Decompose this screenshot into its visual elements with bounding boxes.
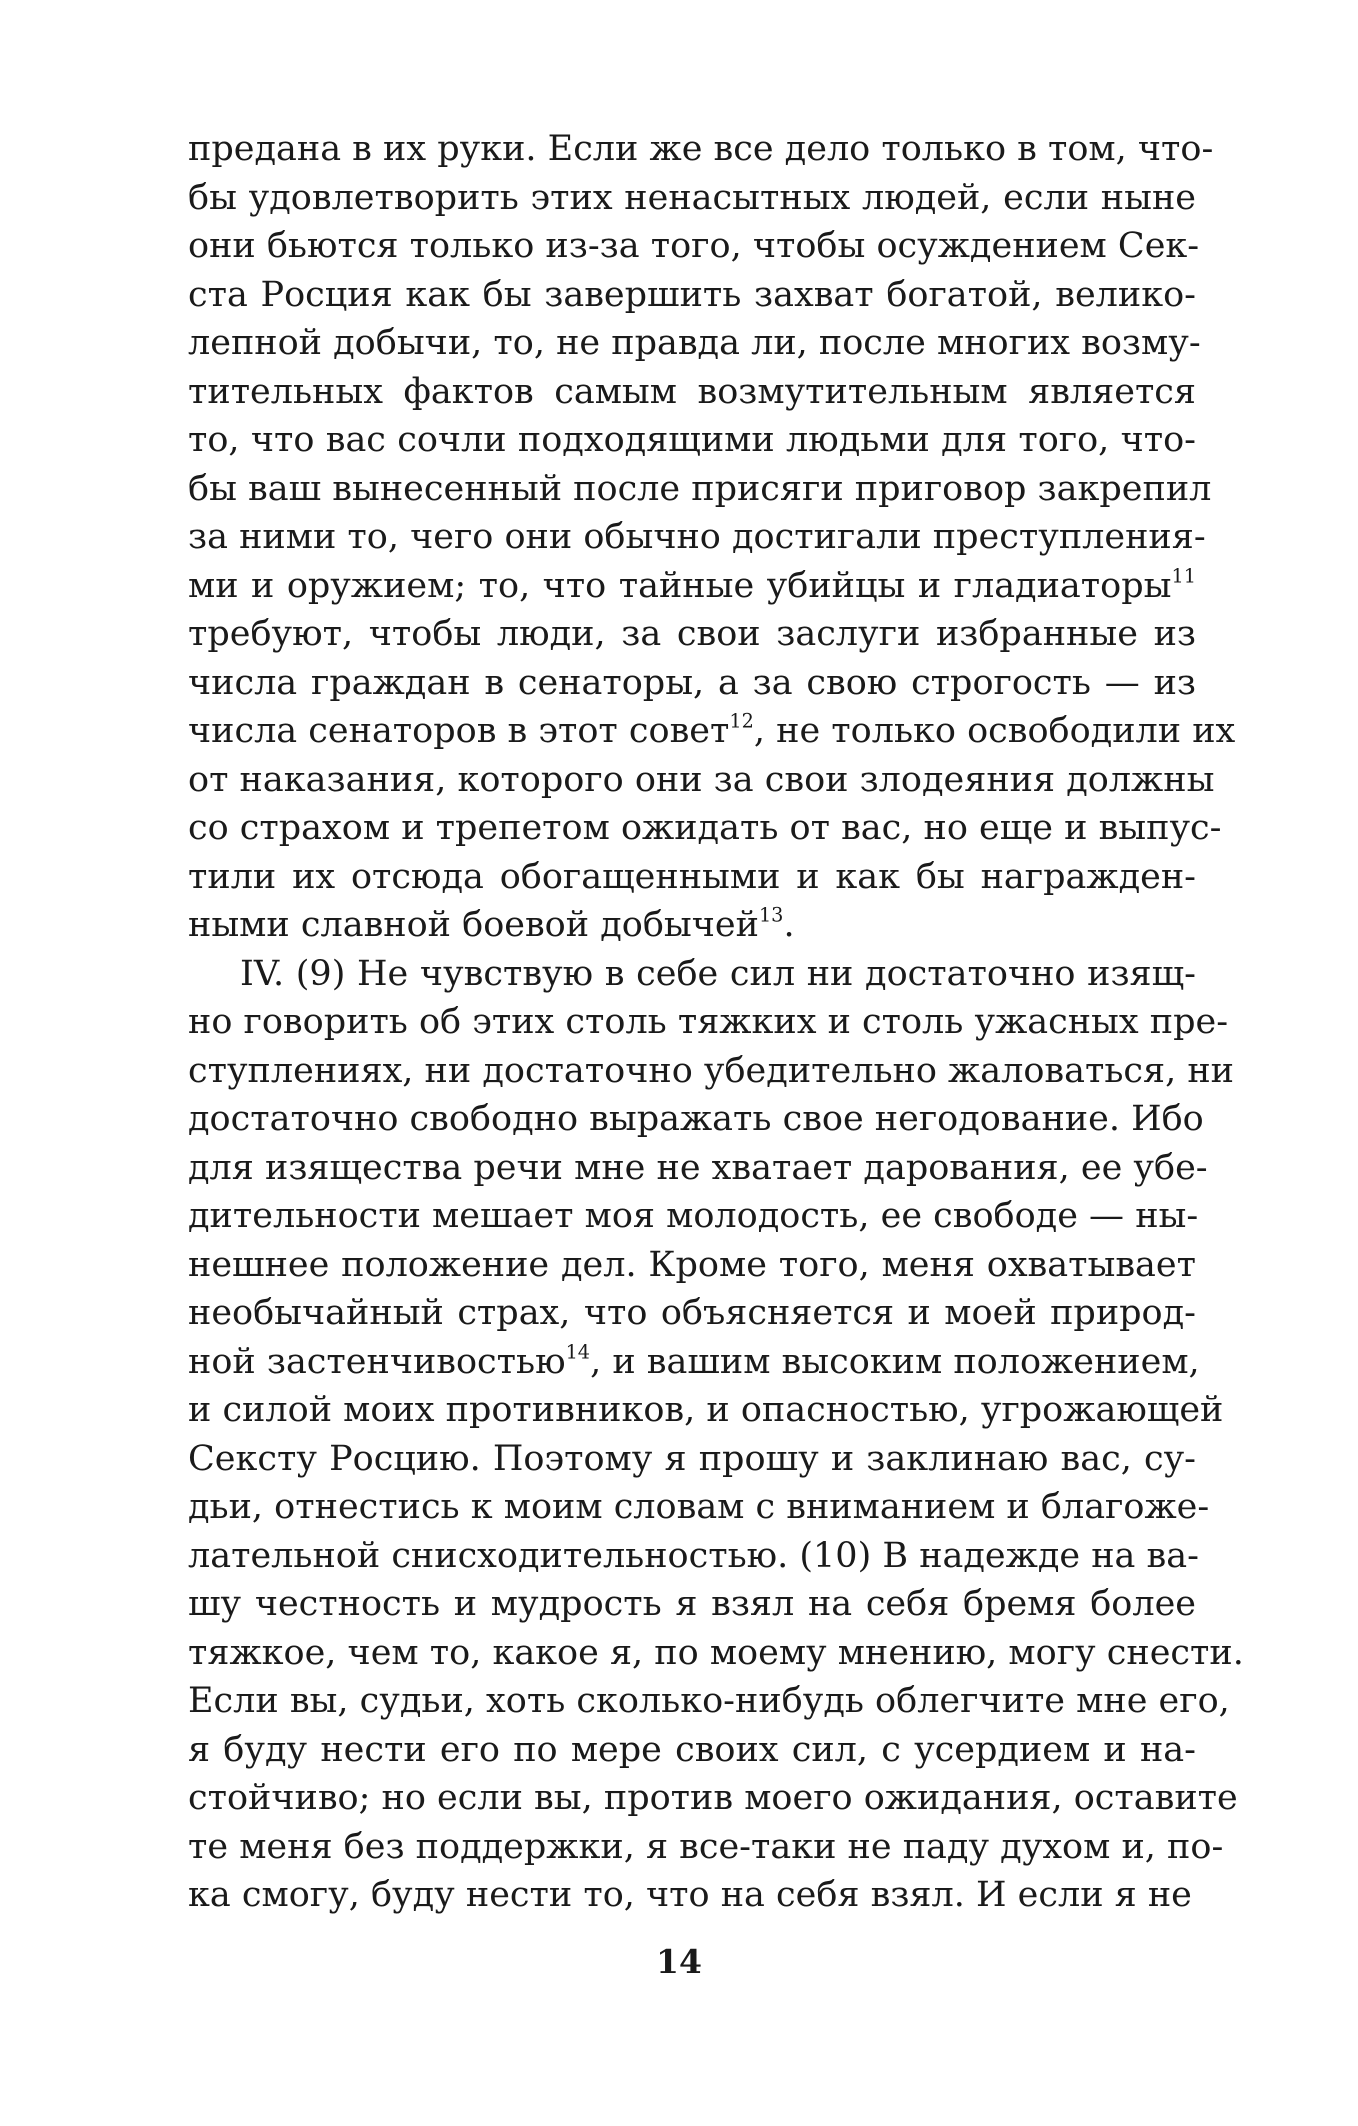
text-run: от наказания, которого они за свои злодеяния должны: [188, 759, 1215, 800]
text-run: необычайный страх, что объясняется и моей природ-: [188, 1293, 1196, 1333]
footnote-marker: 11: [1171, 564, 1196, 588]
text-run: бы удовлетворить этих ненасытных людей, если ныне: [188, 177, 1196, 218]
text-run: за ними то, чего они обычно достигали преступления-: [188, 517, 1206, 557]
text-run: нешнее положение дел. Кроме того, меня охватывает: [188, 1244, 1196, 1285]
text-line: [188, 1726, 1196, 1775]
text-run: ступлениях, ни достаточно убедительно жаловаться, ни: [188, 1050, 1234, 1091]
text-run: шу честность и мудрость я взял на себя бремя более: [188, 1584, 1196, 1624]
text-line: [188, 1338, 1200, 1387]
text-run: ной застенчивостью: [188, 1341, 566, 1382]
text-run: лепной добычи, то, не правда ли, после многих возму-: [188, 323, 1201, 363]
text-run: ми и оружием; то, что тайные убийцы и гладиаторы: [188, 565, 1172, 606]
text-run: со страхом и трепетом ожидать от вас, но еще и выпус-: [188, 808, 1222, 848]
text-line: [188, 1144, 1208, 1193]
text-run: IV. (9) Не чувствую в себе сил ни достаточно изящ-: [240, 953, 1196, 994]
text-line: [188, 756, 1215, 805]
text-line: [188, 1677, 1230, 1726]
text-run: , и вашим высоким положением,: [590, 1341, 1200, 1382]
text-run: Если вы, судьи, хоть сколько-нибудь облегчите мне его,: [188, 1681, 1230, 1721]
text-run: тили их отсюда обогащенными и как бы награжден-: [188, 856, 1196, 897]
text-run: .: [783, 905, 795, 945]
body-text: [188, 125, 1244, 1920]
text-line: [188, 610, 1196, 659]
footnote-marker: 13: [758, 903, 784, 927]
text-line: [188, 707, 1236, 756]
text-run: ка смогу, буду нести то, что на себя взял. И если я не: [188, 1875, 1192, 1915]
text-run: лательной снисходительностью. (10) В надежде на ва-: [188, 1535, 1199, 1576]
text-line: [188, 1532, 1199, 1581]
text-run: стойчиво; но если вы, против моего ожидания, оставите: [188, 1778, 1238, 1818]
text-run: для изящества речи мне не хватает дарования, ее убе-: [188, 1147, 1208, 1188]
text-line: [188, 804, 1222, 853]
text-line: [188, 1289, 1196, 1338]
text-run: бы ваш вынесенный после присяги приговор закрепил: [188, 468, 1212, 509]
footnote-marker: 12: [729, 709, 754, 733]
text-run: предана в их руки. Если же все дело только в том, что-: [188, 129, 1214, 169]
text-line: [188, 174, 1196, 223]
text-line: [188, 1047, 1234, 1096]
text-line: [188, 998, 1229, 1047]
text-run: , не только освободили их: [753, 711, 1236, 751]
text-line: [188, 1095, 1204, 1144]
text-line: [188, 368, 1196, 417]
text-line: [188, 222, 1200, 271]
text-run: дительности мешает моя молодость, ее свободе — ны-: [188, 1196, 1199, 1236]
paragraph: [188, 125, 1236, 950]
text-line: [188, 1192, 1199, 1241]
text-run: ными славной боевой добычей: [188, 905, 759, 945]
text-line: [188, 319, 1201, 368]
text-line: [188, 1386, 1224, 1435]
text-line: [188, 853, 1196, 902]
text-line: [188, 562, 1196, 611]
text-run: Сексту Росцию. Поэтому я прошу и заклинаю вас, су-: [188, 1438, 1196, 1479]
text-line: [188, 1580, 1196, 1629]
text-line: [188, 659, 1196, 708]
text-run: они бьются только из-за того, чтобы осуждением Сек-: [188, 226, 1200, 266]
text-run: достаточно свободно выражать свое негодование. Ибо: [188, 1099, 1204, 1139]
text-line: [188, 950, 1196, 999]
page-number: 14: [656, 1942, 702, 1981]
text-run: но говорить об этих столь тяжких и столь ужасных пре-: [188, 1002, 1229, 1042]
text-line: [188, 1483, 1210, 1532]
text-line: [188, 271, 1196, 320]
text-line: [188, 1241, 1196, 1290]
text-line: [188, 1435, 1196, 1484]
text-run: требуют, чтобы люди, за свои заслуги избранные из: [188, 614, 1196, 654]
text-run: тительных фактов самым возмутительным является: [188, 371, 1196, 412]
text-run: числа граждан в сенаторы, а за свою строгость — из: [188, 662, 1196, 703]
text-line: [188, 1871, 1196, 1920]
text-line: [188, 416, 1196, 465]
text-line: [188, 1629, 1244, 1678]
text-run: то, что вас сочли подходящими людьми для того, что-: [188, 420, 1196, 460]
text-line: [188, 513, 1206, 562]
text-run: числа сенаторов в этот совет: [188, 711, 730, 751]
text-run: я буду нести его по мере своих сил, с усердием и на-: [188, 1729, 1196, 1770]
text-run: тяжкое, чем то, какое я, по моему мнению, могу снести.: [188, 1632, 1244, 1673]
text-line: [188, 465, 1212, 514]
text-run: и силой моих противников, и опасностью, угрожающей: [188, 1390, 1224, 1430]
text-line: [188, 1823, 1224, 1872]
paragraph: [188, 950, 1244, 1920]
footnote-marker: 14: [565, 1340, 591, 1364]
text-run: те меня без поддержки, я все-таки не паду духом и, по-: [188, 1826, 1224, 1867]
text-run: дьи, отнестись к моим словам с вниманием и благоже-: [188, 1487, 1210, 1527]
text-line: [188, 1774, 1238, 1823]
text-line: [188, 125, 1214, 174]
text-line: [188, 901, 1196, 950]
text-run: ста Росция как бы завершить захват богатой, велико-: [188, 274, 1196, 315]
